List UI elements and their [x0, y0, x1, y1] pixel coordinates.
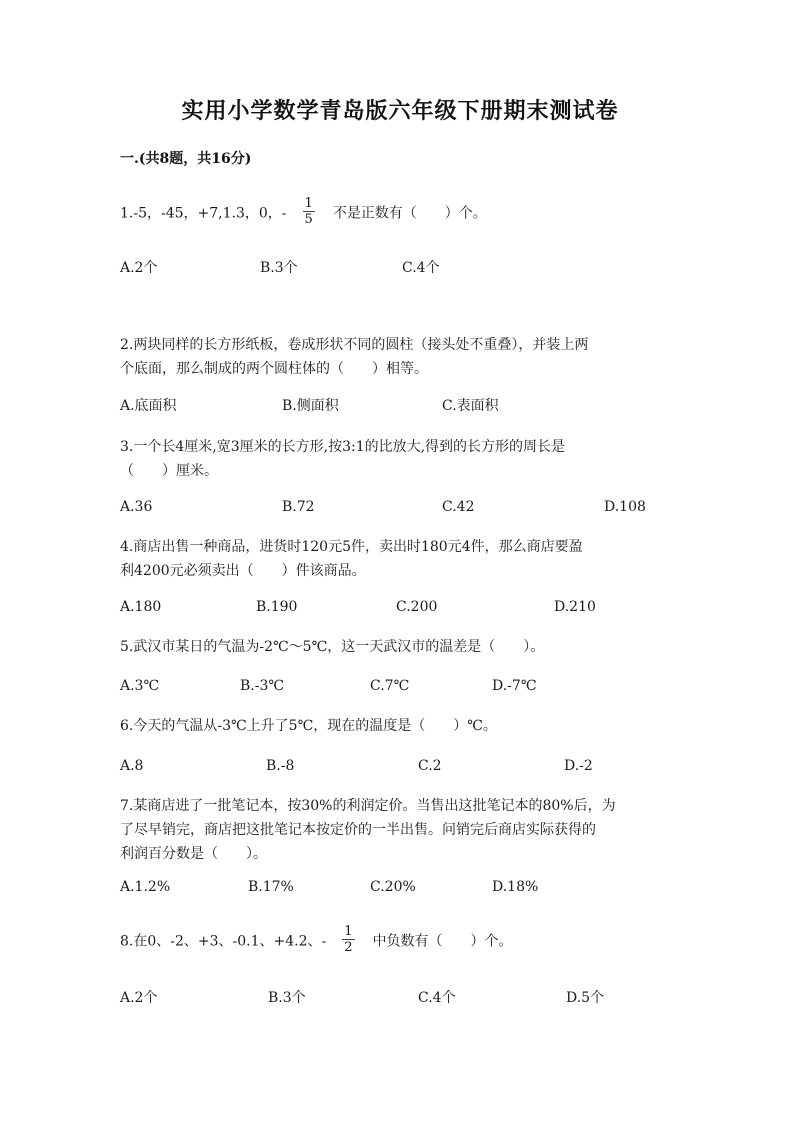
question-6-line-1: 6.今天的气温从-3℃上升了5℃，现在的温度是（ ）℃。	[120, 718, 497, 734]
option-d[interactable]: D.18%	[492, 879, 539, 895]
option-b[interactable]: B.3个	[268, 990, 306, 1006]
question-7	[120, 794, 680, 866]
question-4-line-2: 利4200元必须卖出（ ）件该商品。	[120, 563, 366, 579]
question-7-line-3: 利润百分数是（ ）。	[120, 846, 267, 862]
option-c[interactable]: C.7℃	[370, 678, 410, 694]
option-c[interactable]: C.4个	[402, 260, 440, 276]
question-1-text-before: 1.-5，-45，+7,1.3，0，-	[120, 205, 287, 222]
question-8-text-before: 8.在0、-2、+3、-0.1、+4.2、-	[120, 933, 327, 950]
option-a[interactable]: A.1.2%	[120, 879, 171, 895]
question-7-line-1: 7.某商店进了一批笔记本，按30%的利润定价。当售出这批笔记本的80%后，为	[120, 798, 616, 814]
question-8-line	[120, 926, 680, 957]
option-d[interactable]: D.-7℃	[492, 678, 537, 694]
question-2-line-1: 2.两块同样的长方形纸板，卷成形状不同的圆柱（接头处不重叠），并装上两	[120, 337, 589, 353]
question-1-line	[120, 198, 680, 229]
question-7-line-2: 了尽早销完，商店把这批笔记本按定价的一半出售。问销完后商店实际获得的	[120, 822, 596, 838]
question-8-fraction	[342, 924, 354, 955]
option-d[interactable]: D.5个	[566, 990, 605, 1006]
option-d[interactable]: D.108	[604, 499, 646, 515]
option-a[interactable]: A.2个	[120, 990, 158, 1006]
fraction-numerator: 1	[344, 924, 353, 939]
question-2-line-2: 个底面，那么制成的两个圆柱体的（ ）相等。	[120, 361, 428, 377]
option-d[interactable]: D.-2	[564, 758, 593, 774]
question-3-line-1: 3.一个长4厘米,宽3厘米的长方形,按3:1的比放大,得到的长方形的周长是	[120, 439, 566, 455]
question-8	[120, 926, 680, 957]
question-3-line-2: （ ）厘米。	[120, 463, 218, 479]
question-1	[120, 198, 680, 229]
option-a[interactable]: A.8	[120, 758, 144, 774]
question-4-line-1: 4.商店出售一种商品，进货时120元5件，卖出时180元4件，那么商店要盈	[120, 539, 583, 555]
option-b[interactable]: B.17%	[248, 879, 294, 895]
option-c[interactable]: C.42	[442, 499, 475, 515]
option-c[interactable]: C.200	[396, 599, 438, 615]
option-b[interactable]: B.-3℃	[240, 678, 285, 694]
section-heading: 一.(共8题，共16分)	[120, 151, 252, 167]
question-6	[120, 714, 680, 738]
question-5-line-1: 5.武汉市某日的气温为-2℃～5℃，这一天武汉市的温差是（ ）。	[120, 639, 545, 655]
option-a[interactable]: A.底面积	[120, 398, 177, 414]
question-1-text-after: 不是正数有（ ）个。	[332, 205, 487, 222]
option-c[interactable]: C.表面积	[442, 398, 499, 414]
fraction-denominator: 5	[304, 212, 313, 227]
option-a[interactable]: A.3℃	[120, 678, 160, 694]
question-5	[120, 635, 680, 659]
question-2	[120, 333, 680, 381]
fraction-numerator: 1	[304, 196, 313, 211]
option-c[interactable]: C.4个	[418, 990, 456, 1006]
option-a[interactable]: A.36	[120, 499, 153, 515]
option-d[interactable]: D.210	[554, 599, 596, 615]
option-b[interactable]: B.-8	[266, 758, 295, 774]
option-b[interactable]: B.72	[282, 499, 315, 515]
option-c[interactable]: C.2	[418, 758, 442, 774]
question-8-text-after: 中负数有（ ）个。	[372, 933, 513, 950]
question-1-fraction	[303, 196, 315, 227]
page-title: 实用小学数学青岛版六年级下册期末测试卷	[181, 98, 619, 124]
option-b[interactable]: B.190	[256, 599, 298, 615]
option-c[interactable]: C.20%	[370, 879, 416, 895]
option-b[interactable]: B.3个	[260, 260, 298, 276]
question-3	[120, 435, 680, 483]
fraction-denominator: 2	[344, 940, 353, 955]
option-a[interactable]: A.180	[120, 599, 162, 615]
option-b[interactable]: B.侧面积	[282, 398, 339, 414]
question-4	[120, 535, 680, 583]
option-a[interactable]: A.2个	[120, 260, 158, 276]
